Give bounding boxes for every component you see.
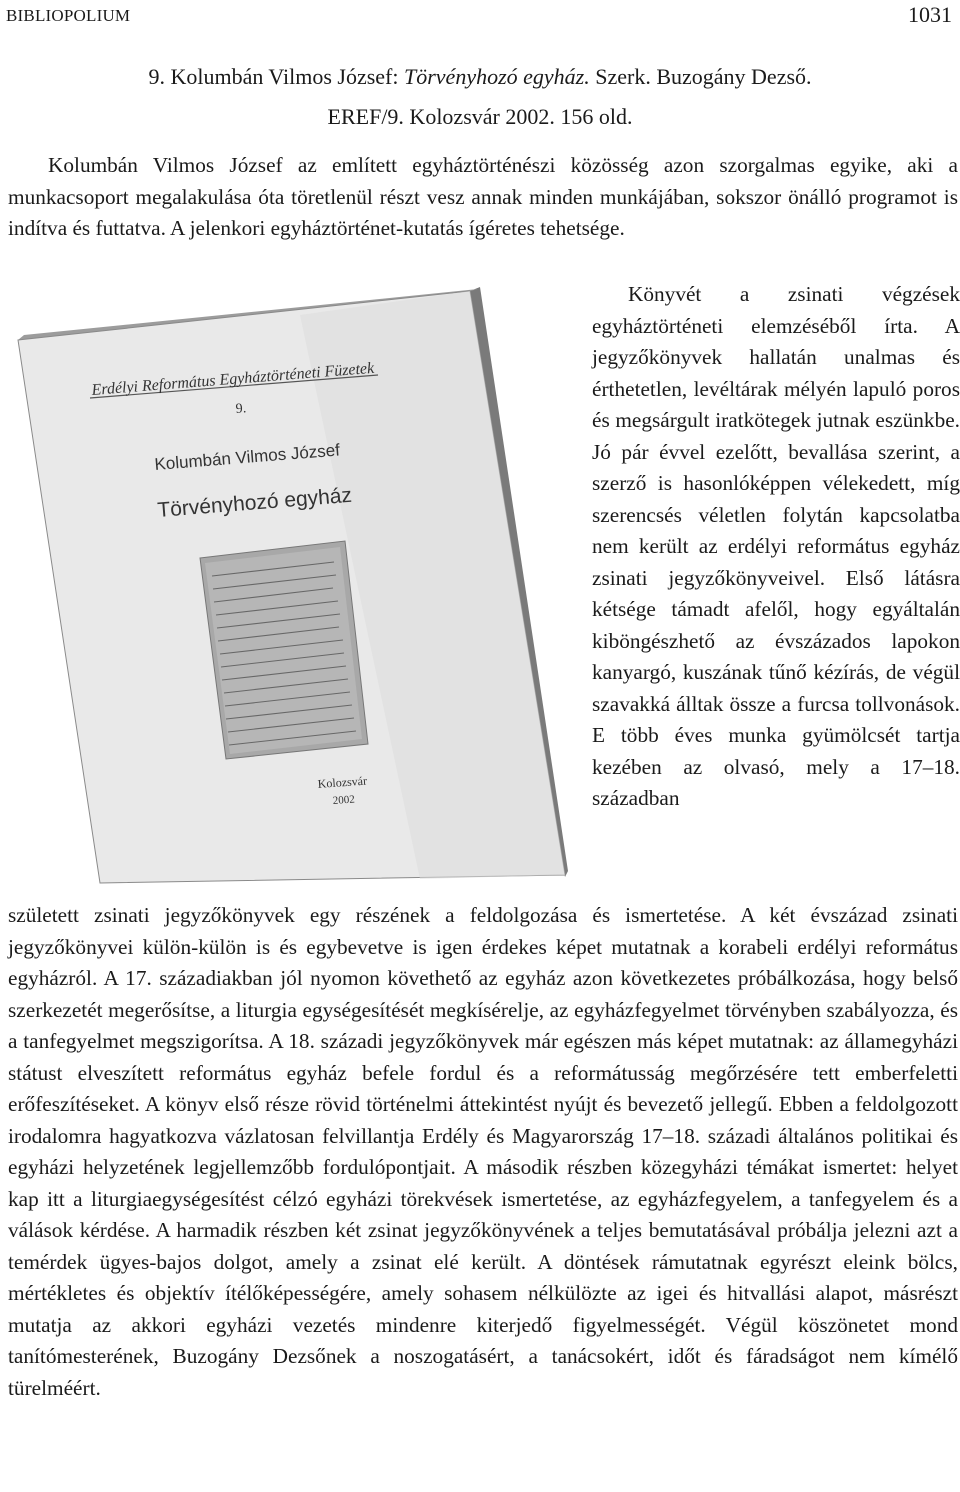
bibliography-entry-line-2: EREF/9. Kolozsvár 2002. 156 old. — [327, 104, 633, 129]
bibliography-entry-line-1 — [0, 62, 960, 92]
bibliography-book-title: Törvényhozó egyház. — [404, 64, 590, 89]
bibliography-author: 9. Kolumbán Vilmos József: — [148, 64, 404, 89]
cover-year: 2002 — [332, 793, 356, 807]
cover-place: Kolozsvár — [317, 773, 368, 791]
page-header — [0, 0, 960, 30]
cover-author: Kolumbán Vilmos József — [153, 440, 341, 474]
page-number: 1031 — [908, 2, 952, 27]
book-cover-photo — [0, 285, 585, 890]
running-head: BIBLIOPOLIUM — [6, 6, 131, 25]
cover-series: Erdélyi Református Egyháztörténeti Füzetek — [90, 359, 375, 399]
bibliography-editor: Szerk. Buzogány Dezső. — [589, 64, 812, 89]
cover-number: 9. — [235, 401, 247, 417]
manuscript-facsimile — [200, 541, 368, 759]
main-paragraph: született zsinati jegyzőkönyvek egy részének a feldolgozása és ismertetése. A két évszázad zsinati jegyzőkönyvei külön-külön is és egybevetve is igen érdekes képet mutatnak a korabeli erdélyi református egyházról. A 17. századiakban jól nyomon követhető az egyház azon következetes próbálkozása, hogy belső szerkezetét megerősítse, a liturgia egységesítését megkísérelje, az egyházfegyelmet törvényben szabályozza, és a tanfegyelmet megszigorítsa. A 18. századi jegyzőkönyvek már egészen más képet mutatnak: az államegyházi státust elveszített református egyház befele fordul és a reformátusság megőrzésére tett emberfeletti erőfeszítéseket. A könyv első része rövid történelmi áttekintést nyújt és bevezető jellegű. Ebben a feldolgozott irodalomra hagyatkozva vázlatosan felvillantja Erdély és Magyarország 17–18. századi általános politikai és egyházi helyzetének legjellemzőbb fordulópontjait. A második részben közegyházi témákat ismertet: helyet kap itt a liturgiaegységesítést célzó egyházi törekvések ismertetése, az egyházfegyelem, a tanfegyelem és a válások kérdése. A harmadik részben két zsinat jegyzőkönyvének a teljes bemutatásával próbálja jelezni azt a temérdek ügyes-bajos dolgot, amely a zsinat elé került. A döntések rámutatnak egyrészt eleink bölcs, mértékletes és objektív ítélőképességére, amely sohasem nélkülözte az igei és hitvallási alapot, másrészt mutatja az akkori egyházi vezetés mindenre kiterjedő figyelmességét. Végül köszönetet mond tanítómesterének, Buzogány Dezsőnek a noszogatásért, a tanácsokért, időt és fáradságot nem kímélő türelméért. — [8, 903, 958, 1400]
intro-paragraph: Kolumbán Vilmos József az említett egyháztörténészi közösség azon szorgalmas egyike, aki a munkacsoport megalakulása óta töretlenül részt vesz annak minden munkájában, sokszor önálló programot is indítva és futtatva. A jelenkori egyháztörténet-kutatás ígéretes tehetsége. — [8, 153, 958, 240]
side-paragraph: Könyvét a zsinati végzések egyháztörténeti elemzéséből írta. A jegyzőkönyvek hallatán unalmas és érthetetlen, levéltárak mélyén lapuló poros és megsárgult iratkötegek jutnak eszünkbe. Jó pár évvel ezelőtt, bevallása szerint, a szerző is hasonlóképpen vélekedett, míg szerencsés véletlen folytán kapcsolatba nem került az erdélyi református egyház zsinati jegyzőkönyveivel. Első látásra kétsége támadt afelől, hogy egyáltalán kiböngészhető az évszázados lapokon kanyargó, kuszának tűnő kézírás, de végül szavakká álltak össze a furcsa tollvonások. E több éves munka gyümölcsét tartja kezében az olvasó, mely a 17–18. században — [592, 282, 960, 810]
cover-title: Törvényhozó egyház — [156, 483, 353, 522]
